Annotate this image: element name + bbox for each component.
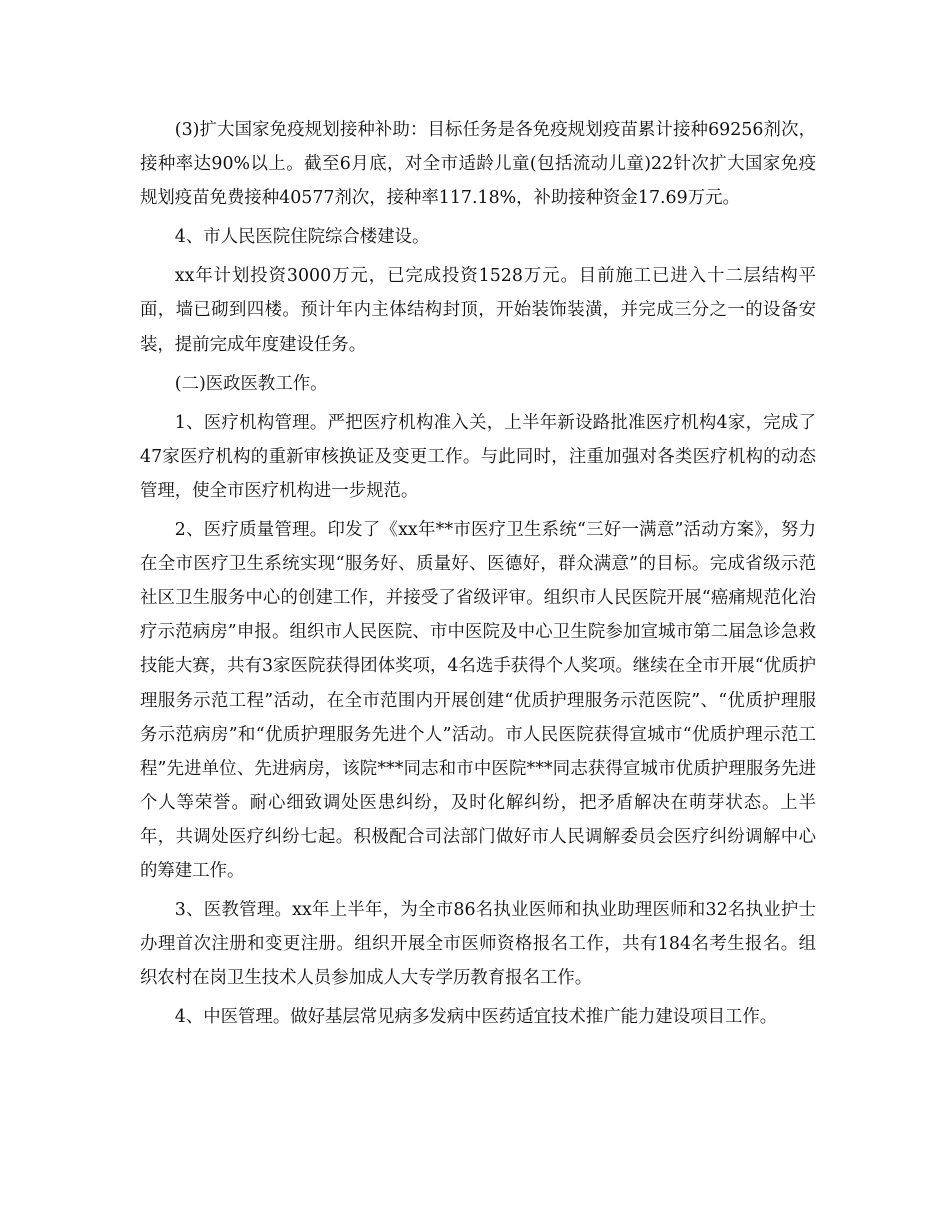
paragraph-medical-quality-management: 2、医疗质量管理。印发了《xx年**市医疗卫生系统“三好一满意”活动方案》，努力在全市医疗卫生系统实现“服务好、质量好、医德好，群众满意”的目标。完成省级示范社区卫生服务中心的创建工作，并接受了省级评审。组织市人民医院开展“癌痛规范化治疗示范病房”申报。组织市人民医院、市中医院及中心卫生院参加宣城市第二届急诊急救技能大赛，共有3家医院获得团体奖项，4名选手获得个人奖项。继续在全市开展“优质护理服务示范工程”活动，在全市范围内开展创建“优质护理服务示范医院”、“优质护理服务示范病房”和“优质护理服务先进个人”活动。市人民医院获得宣城市“优质护理示范工程”先进单位、先进病房，该院***同志和市中医院***同志获得宣城市优质护理服务先进个人等荣誉。耐心细致调处医患纠纷，及时化解纠纷，把矛盾解决在萌芽状态。上半年，共调处医疗纠纷七起。积极配合司法部门做好市人民调解委员会医疗纠纷调解中心的筹建工作。: [140, 520, 816, 881]
paragraph-immunization-subsidy: (3)扩大国家免疫规划接种补助：目标任务是各免疫规划疫苗累计接种69256剂次，接种率达90%以上。截至6月底，对全市适龄儿童(包括流动儿童)22针次扩大国家免疫规划疫苗免费接种40577剂次，接种率117.18%，补助接种资金17.69万元。: [140, 120, 816, 209]
paragraph-tcm-management: 4、中医管理。做好基层常见病多发病中医药适宜技术推广能力建设项目工作。: [174, 1007, 778, 1028]
paragraph-medical-institution-management: 1、医疗机构管理。严把医疗机构准入关，上半年新设路批准医疗机构4家，完成了47家医疗机构的重新审核换证及变更工作。与此同时，注重加强对各类医疗机构的动态管理，使全市医疗机构进一步规范。: [140, 412, 816, 501]
paragraph-medical-education-management: 3、医教管理。xx年上半年，为全市86名执业医师和执业助理医师和32名执业护士办理首次注册和变更注册。组织开展全市医师资格报名工作，共有184名考生报名。组织农村在岗卫生技术人员参加成人大专学历教育报名工作。: [140, 900, 816, 989]
document-body: [140, 113, 816, 1039]
paragraph-medical-admin-heading: (二)医政医教工作。: [174, 373, 328, 394]
paragraph-hospital-building-heading: 4、市人民医院住院综合楼建设。: [174, 227, 430, 248]
paragraph-hospital-building-investment: xx年计划投资3000万元，已完成投资1528万元。目前施工已进入十二层结构平面，墙已砌到四楼。预计年内主体结构封顶，开始装饰装潢，并完成三分之一的设备安装，提前完成年度建设任务。: [140, 266, 816, 355]
